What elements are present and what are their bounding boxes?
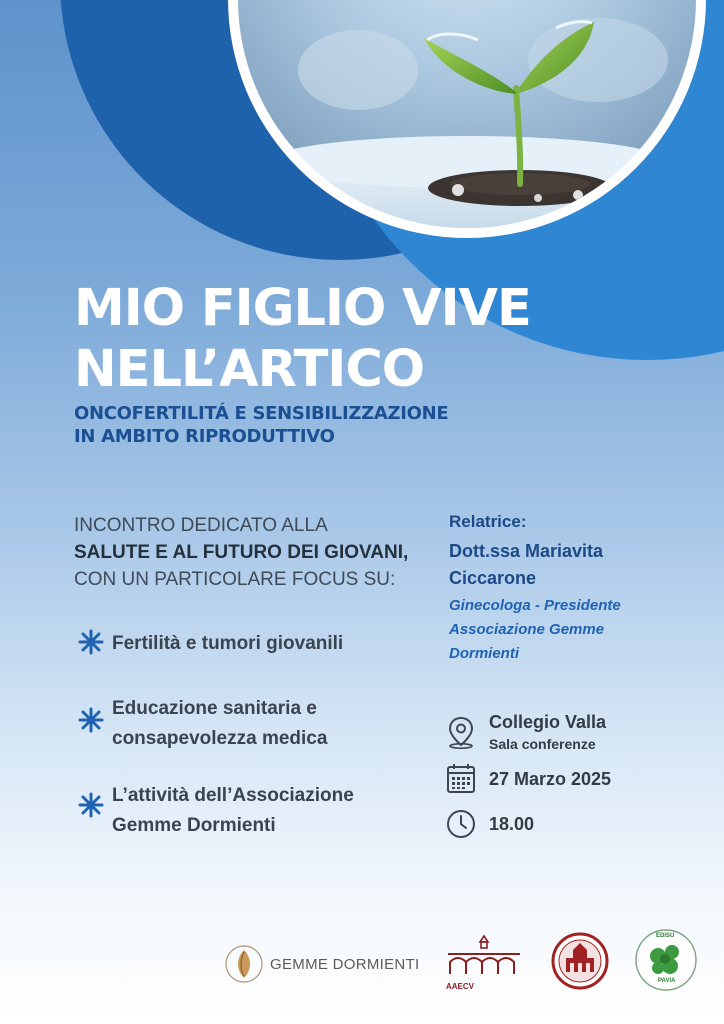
speaker-name-line-2: Ciccarone [449, 568, 537, 588]
edisu-bottom-label: PAVIA [658, 978, 676, 984]
venue-room: Sala conferenze [489, 736, 596, 752]
edisu-top-label: EDISU [656, 933, 675, 939]
focus-item-line-1: Fertilità e tumori giovanili [112, 633, 344, 654]
edisu-pavia-logo [634, 928, 698, 992]
event-date: 27 Marzo 2025 [489, 769, 612, 789]
event-time: 18.00 [489, 814, 535, 834]
subtitle-line-1: ONCOFERTILITÁ E SENSIBILIZZAZIONE [74, 403, 449, 424]
intro-line-2: SALUTE E AL FUTURO DEI GIOVANI, [74, 542, 409, 563]
speaker-label: Relatrice: [449, 512, 527, 531]
focus-item-line-1: Educazione sanitaria e [112, 698, 317, 719]
seed-emblem-icon [224, 942, 264, 986]
intro-line-1: INCONTRO DEDICATO ALLA [74, 515, 328, 536]
subtitle-line-2: IN AMBITO RIPRODUTTIVO [74, 426, 335, 447]
bridge-arches-icon [446, 928, 522, 980]
time-row [445, 807, 534, 841]
clock-icon [445, 807, 477, 841]
speaker-name [449, 538, 709, 592]
focus-item-line-1: L’attività dell’Associazione [112, 785, 354, 806]
aaecv-logo [446, 928, 522, 994]
venue-row [445, 710, 606, 754]
focus-item-line-2: Gemme Dormienti [112, 815, 276, 836]
asterisk-flower-icon [78, 629, 104, 655]
gemme-dormienti-wordmark: GEMME DORMIENTI [270, 955, 420, 973]
event-title [74, 278, 594, 400]
speaker-desc-line-2: Associazione Gemme [449, 621, 605, 638]
calendar-icon [445, 762, 477, 796]
collegio-valla-logo [551, 932, 609, 990]
venue-name: Collegio Valla [489, 712, 607, 732]
title-line-1: MIO FIGLIO VIVE [74, 279, 531, 338]
date-row [445, 762, 611, 796]
focus-item [78, 781, 354, 841]
location-pin-icon [445, 715, 477, 749]
intro-text [74, 512, 434, 593]
focus-item-line-2: consapevolezza medica [112, 728, 328, 749]
speaker-desc-line-3: Dormienti [449, 645, 520, 662]
focus-item [78, 629, 343, 659]
speaker-desc-line-1: Ginecologa - Presidente [449, 597, 621, 614]
intro-line-3: CON UN PARTICOLARE FOCUS SU: [74, 569, 396, 590]
event-subtitle [74, 402, 534, 448]
aaecv-label: AAECV [446, 982, 475, 991]
speaker-block [449, 510, 709, 666]
title-line-2: NELL’ARTICO [74, 340, 425, 399]
collegio-seal-icon [551, 932, 609, 990]
gemme-dormienti-logo [224, 942, 420, 986]
focus-item [78, 694, 327, 754]
speaker-name-line-1: Dott.ssa Mariavita [449, 541, 604, 561]
asterisk-flower-icon [78, 792, 104, 818]
speaker-description [449, 594, 709, 666]
asterisk-flower-icon [78, 707, 104, 733]
